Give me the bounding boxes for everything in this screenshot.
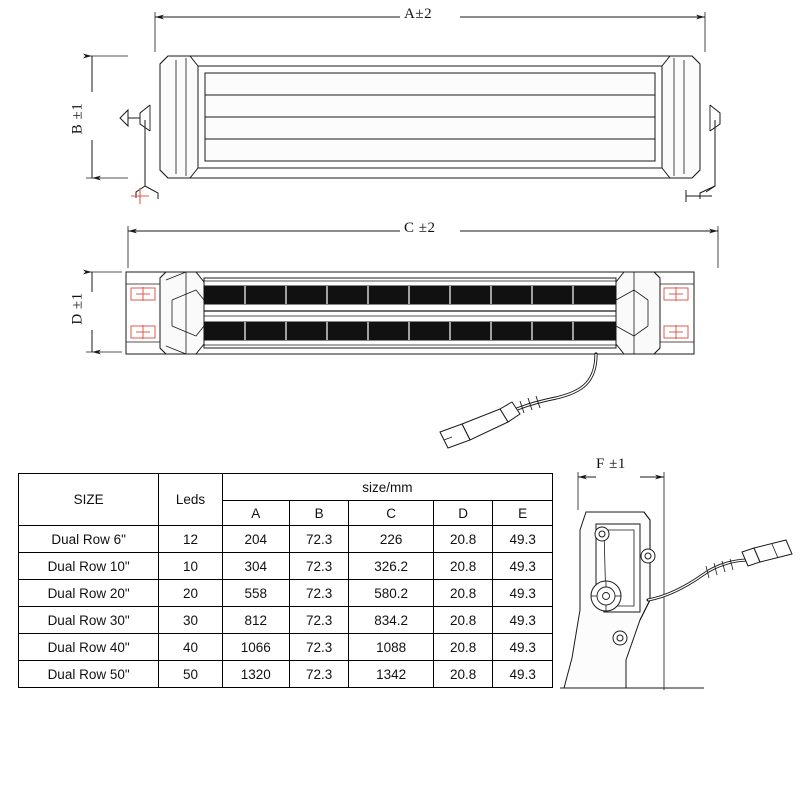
header-leds: Leds: [159, 474, 222, 526]
cell-a: 304: [222, 553, 289, 580]
cell-e: 49.3: [493, 661, 553, 688]
cell-a: 812: [222, 607, 289, 634]
cell-size: Dual Row 50": [19, 661, 159, 688]
cell-size: Dual Row 10": [19, 553, 159, 580]
table-row: [19, 634, 553, 661]
table-row: [19, 580, 553, 607]
cell-leds: 40: [159, 634, 222, 661]
header-size-mm: size/mm: [222, 474, 552, 501]
cell-a: 204: [222, 526, 289, 553]
header-d: D: [433, 501, 493, 526]
cell-b: 72.3: [289, 607, 349, 634]
cell-b: 72.3: [289, 526, 349, 553]
cell-leds: 30: [159, 607, 222, 634]
cell-a: 1066: [222, 634, 289, 661]
table-row: [19, 526, 553, 553]
cell-d: 20.8: [433, 661, 493, 688]
specification-table: [18, 473, 553, 688]
side-view-group: [86, 226, 718, 448]
cell-a: 1320: [222, 661, 289, 688]
cell-leds: 12: [159, 526, 222, 553]
cell-b: 72.3: [289, 580, 349, 607]
table-row: [19, 607, 553, 634]
cell-size: Dual Row 6": [19, 526, 159, 553]
cell-b: 72.3: [289, 661, 349, 688]
cell-b: 72.3: [289, 634, 349, 661]
cell-d: 20.8: [433, 607, 493, 634]
cell-c: 834.2: [349, 607, 433, 634]
header-a: A: [222, 501, 289, 526]
cell-c: 580.2: [349, 580, 433, 607]
cell-size: Dual Row 30": [19, 607, 159, 634]
dimension-label-b: B ±1: [69, 102, 86, 135]
table-header-row: [19, 474, 553, 501]
bracket-detail-group: [560, 472, 792, 690]
cell-e: 49.3: [493, 526, 553, 553]
cell-e: 49.3: [493, 580, 553, 607]
cell-d: 20.8: [433, 634, 493, 661]
cell-e: 49.3: [493, 553, 553, 580]
dimension-label-c: C ±2: [404, 220, 436, 236]
top-view-group: [86, 12, 720, 204]
cell-c: 226: [349, 526, 433, 553]
cell-c: 1088: [349, 634, 433, 661]
table-row: [19, 661, 553, 688]
header-size: SIZE: [19, 474, 159, 526]
cell-d: 20.8: [433, 526, 493, 553]
cell-a: 558: [222, 580, 289, 607]
header-b: B: [289, 501, 349, 526]
table-row: [19, 553, 553, 580]
cell-d: 20.8: [433, 553, 493, 580]
cell-size: Dual Row 40": [19, 634, 159, 661]
cell-e: 49.3: [493, 607, 553, 634]
cell-d: 20.8: [433, 580, 493, 607]
cell-size: Dual Row 20": [19, 580, 159, 607]
cell-c: 326.2: [349, 553, 433, 580]
cell-b: 72.3: [289, 553, 349, 580]
header-e: E: [493, 501, 553, 526]
cell-leds: 20: [159, 580, 222, 607]
dimension-label-f: F ±1: [596, 456, 626, 472]
cell-leds: 50: [159, 661, 222, 688]
cell-leds: 10: [159, 553, 222, 580]
dimension-label-d: D ±1: [69, 292, 86, 325]
cell-c: 1342: [349, 661, 433, 688]
cell-e: 49.3: [493, 634, 553, 661]
dimension-label-a: A±2: [404, 6, 433, 22]
header-c: C: [349, 501, 433, 526]
